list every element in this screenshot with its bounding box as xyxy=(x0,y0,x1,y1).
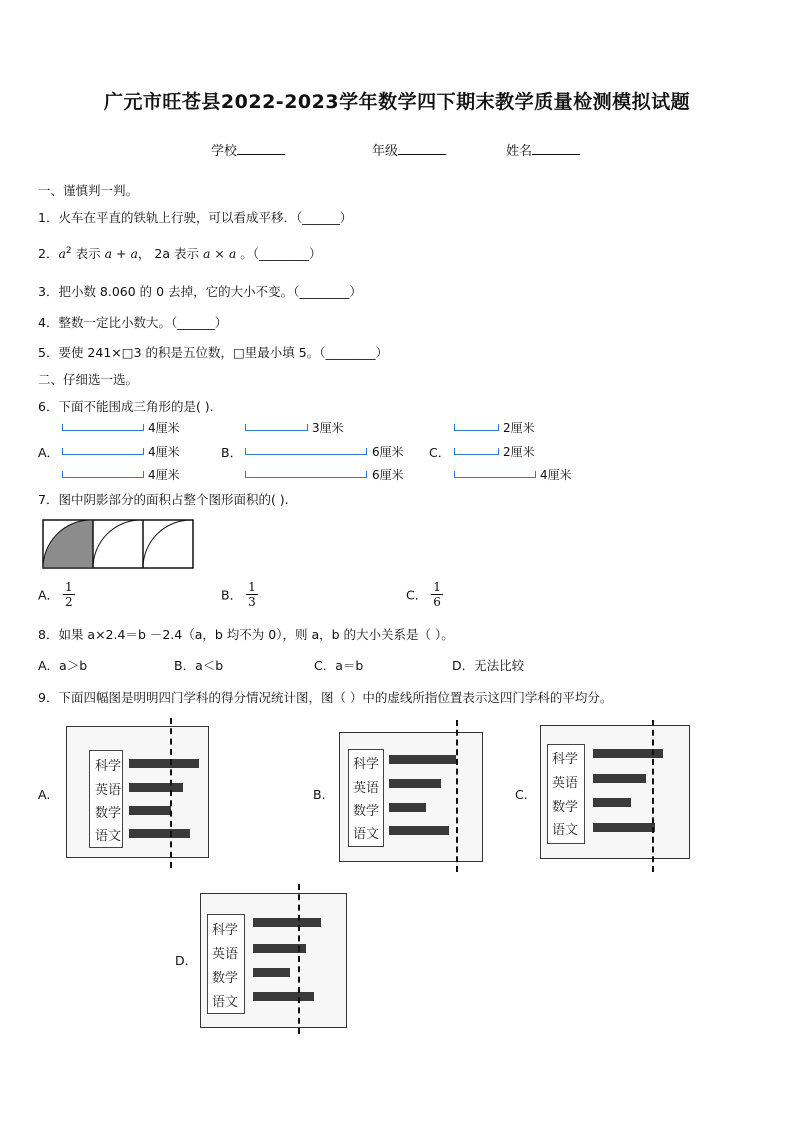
panel-d-subject-2: 英语 xyxy=(212,947,239,962)
panel-b-subject-3: 数学 xyxy=(353,804,380,819)
panel-c-subject-1: 科学 xyxy=(552,752,579,767)
school-blank[interactable] xyxy=(237,142,285,155)
q7-a-num: 1 xyxy=(65,580,73,594)
q6-a-label-1: 4厘米 xyxy=(148,421,180,435)
q2-text-3: 。（________） xyxy=(236,246,322,261)
q6-a-segment-1 xyxy=(62,424,144,431)
panel-c-average-line xyxy=(652,720,654,872)
panel-c-subject-3: 数学 xyxy=(552,800,579,815)
q9-option-a-letter[interactable]: A. xyxy=(38,787,51,802)
question-3: 3．把小数 8.060 的 0 去掉，它的大小不变。（________） xyxy=(38,284,362,299)
panel-d-average-line xyxy=(298,884,300,1034)
panel-d-bar-1 xyxy=(253,918,321,927)
q8-option-d[interactable]: D．无法比较 xyxy=(452,658,525,673)
q9-panel-a xyxy=(66,726,209,858)
q6-c-label-1: 2厘米 xyxy=(503,421,535,435)
q9-option-d-letter[interactable]: D. xyxy=(175,953,189,968)
school-label: 学校 xyxy=(211,144,238,159)
q7-c-fraction xyxy=(431,580,443,609)
q2-text-2: ， 2a 表示 xyxy=(137,246,203,261)
panel-b-average-line xyxy=(456,720,458,872)
q9-option-b-letter[interactable]: B. xyxy=(313,787,326,802)
question-8: 8．如果 a×2.4＝b －2.4（a，b 均不为 0），则 a，b 的大小关系是（ ）。 xyxy=(38,627,454,642)
panel-a-bar-3 xyxy=(129,806,171,815)
q6-b-segment-1 xyxy=(245,424,308,431)
q6-c-label-2: 2厘米 xyxy=(503,445,535,459)
q9-panel-c xyxy=(540,725,690,859)
q9-option-c-letter[interactable]: C. xyxy=(515,787,528,802)
q6-b-label-1: 3厘米 xyxy=(312,421,344,435)
q6-c-segment-3 xyxy=(454,471,536,478)
q6-b-segment-2 xyxy=(245,448,367,455)
q2-expr-2: a × a xyxy=(202,246,237,261)
grade-label: 年级 xyxy=(372,144,399,159)
q6-c-segment-1 xyxy=(454,424,499,431)
panel-a-bar-1 xyxy=(129,759,199,768)
panel-c-bar-4 xyxy=(593,823,655,832)
q6-c-segment-2 xyxy=(454,448,499,455)
q2-var-a: a xyxy=(58,246,66,261)
q7-b-den: 3 xyxy=(248,595,256,609)
q7-c-num: 1 xyxy=(433,580,441,594)
q6-b-segment-3 xyxy=(245,471,367,478)
grade-blank[interactable] xyxy=(398,142,446,155)
panel-d-subject-1: 科学 xyxy=(212,923,239,938)
q6-b-label-2: 6厘米 xyxy=(372,445,404,459)
panel-b-subject-1: 科学 xyxy=(353,757,380,772)
q2-exponent: 2 xyxy=(65,245,72,256)
panel-b-bar-3 xyxy=(389,803,426,812)
question-4: 4．整数一定比小数大。（______） xyxy=(38,315,228,330)
q2-expr-1: a + a xyxy=(104,246,138,261)
name-label: 姓名 xyxy=(506,144,533,159)
section-heading-1: 一、谨慎判一判。 xyxy=(38,183,139,198)
panel-a-subject-2: 英语 xyxy=(95,783,122,798)
panel-a-average-line xyxy=(170,718,172,868)
question-6: 6．下面不能围成三角形的是( ). xyxy=(38,399,214,414)
panel-d-bar-4 xyxy=(253,992,314,1001)
q9-panel-b xyxy=(339,732,483,862)
panel-c-bar-3 xyxy=(593,798,631,807)
q7-option-c[interactable] xyxy=(406,580,443,609)
panel-a-subject-3: 数学 xyxy=(95,806,122,821)
q6-a-label-2: 4厘米 xyxy=(148,445,180,459)
panel-a-bar-2 xyxy=(129,783,183,792)
panel-d-subject-3: 数学 xyxy=(212,971,239,986)
q7-a-letter: A． xyxy=(38,587,60,603)
q8-option-a[interactable]: A．a＞b xyxy=(38,658,88,673)
q7-c-den: 6 xyxy=(433,595,441,609)
panel-c-bar-2 xyxy=(593,774,646,783)
q7-option-a[interactable] xyxy=(38,580,75,609)
panel-c-subject-2: 英语 xyxy=(552,776,579,791)
q7-shaded-figure xyxy=(42,519,194,569)
q6-option-a-letter[interactable]: A． xyxy=(38,445,60,460)
q6-option-c-letter[interactable]: C． xyxy=(429,445,451,460)
q6-a-label-3: 4厘米 xyxy=(148,468,180,482)
q7-b-letter: B． xyxy=(221,587,243,603)
q6-option-b-letter[interactable]: B． xyxy=(221,445,243,460)
q6-a-segment-3 xyxy=(62,471,144,478)
name-blank[interactable] xyxy=(532,142,580,155)
q6-a-segment-2 xyxy=(62,448,144,455)
question-1: 1．火车在平直的铁轨上行驶，可以看成平移．（______） xyxy=(38,210,353,225)
q8-option-c[interactable]: C．a＝b xyxy=(314,658,364,673)
question-5: 5．要使 241×□3 的积是五位数，□里最小填 5。（________） xyxy=(38,345,388,360)
q7-option-b[interactable] xyxy=(221,580,258,609)
name-field xyxy=(506,140,580,159)
q9-panel-d xyxy=(200,893,347,1028)
panel-a-subject-4: 语文 xyxy=(95,829,122,844)
grade-field xyxy=(372,140,446,159)
panel-a-bar-4 xyxy=(129,829,190,838)
q6-b-label-3: 6厘米 xyxy=(372,468,404,482)
q8-option-b[interactable]: B．a＜b xyxy=(174,658,224,673)
page-title: 广元市旺苍县2022-2023学年数学四下期末教学质量检测模拟试题 xyxy=(103,91,691,113)
panel-d-bar-3 xyxy=(253,968,290,977)
q7-a-den: 2 xyxy=(65,595,73,609)
q7-a-fraction xyxy=(63,580,75,609)
q2-prefix: 2． xyxy=(38,246,59,261)
q6-c-label-3: 4厘米 xyxy=(540,468,572,482)
section-heading-2: 二、仔细选一选。 xyxy=(38,372,139,387)
panel-b-subject-4: 语文 xyxy=(353,827,380,842)
panel-c-subject-4: 语文 xyxy=(552,823,579,838)
panel-b-bar-4 xyxy=(389,826,449,835)
question-9: 9．下面四幅图是明明四门学科的得分情况统计图，图（ ）中的虚线所指位置表示这四门学科的平均分。 xyxy=(38,690,613,705)
question-7: 7．图中阴影部分的面积占整个图形面积的( ). xyxy=(38,492,289,507)
q7-b-num: 1 xyxy=(248,580,256,594)
panel-d-subject-4: 语文 xyxy=(212,995,239,1010)
school-field xyxy=(211,140,285,159)
q7-b-fraction xyxy=(246,580,258,609)
q2-text-1: 表示 xyxy=(71,246,105,261)
q7-c-letter: C． xyxy=(406,587,428,603)
question-2 xyxy=(38,244,322,262)
panel-b-subject-2: 英语 xyxy=(353,781,380,796)
panel-a-subject-1: 科学 xyxy=(95,759,122,774)
panel-b-bar-2 xyxy=(389,779,441,788)
panel-b-bar-1 xyxy=(389,755,456,764)
